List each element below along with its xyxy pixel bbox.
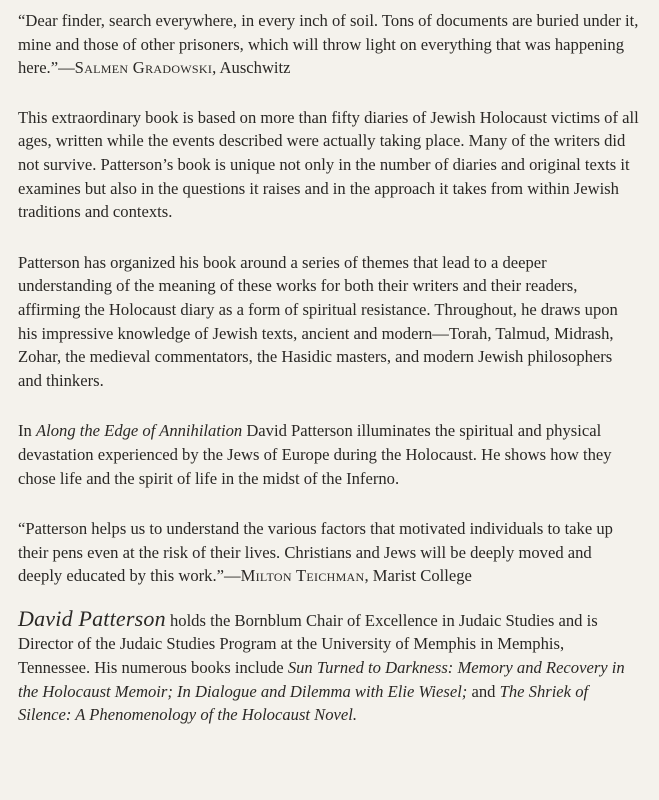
blurb-affiliation: , Marist College (364, 566, 472, 586)
para3-rest: David Patterson illuminates the spiritual and physical devastation experienced by the Jews of Europe during the Holocaust. He shows how they chose life and the spirit of life in the midst of the Inferno. (18, 421, 612, 488)
bio-books-2: The Shriek of Silence: A Phenomenology of the Holocaust Novel. (18, 681, 589, 725)
book-title: Along the Edge of Annihilation (35, 421, 243, 441)
blurb-author: Milton Teichman (240, 566, 365, 586)
bio-books-1: Sun Turned to Darkness: Memory and Recovery in the Holocaust Memoir; In Dialogue and Dilemma with Elie Wiesel; (18, 658, 625, 701)
epigraph-dash: — (58, 58, 75, 78)
blurb (18, 517, 639, 588)
epigraph-place: , Auschwitz (212, 58, 291, 78)
author-name: David Patterson (18, 605, 166, 631)
author-bio (18, 607, 639, 727)
description-paragraph-1: This extraordinary book is based on more than fifty diaries of Jewish Holocaust victims of all ages, written while the events described were actually taking place. Many of the writers did not survive. Patterson’s book is unique not only in the number of diaries and original texts it examines but also in the questions it raises and in the approach it takes from within Jewish traditions and contexts. (18, 107, 639, 222)
epigraph-quote: “Dear finder, search everywhere, in every inch of soil. Tons of documents are buried under it, mine and those of other prisoners, which will throw light on everything that was happening here.” (18, 11, 639, 78)
bio-text-2: and (467, 681, 500, 701)
description-paragraph-3 (18, 419, 639, 490)
blurb-dash: — (223, 566, 241, 586)
epigraph-author: Salmen Gradowski (74, 58, 213, 78)
bio-text-1: holds the Bornblum Chair of Excellence in Judaic Studies and is Director of the Judaic Studies Program at the University of Memphis in Memphis, Tennessee. His numerous books include (18, 610, 598, 678)
description-paragraph-2: Patterson has organized his book around a series of themes that lead to a deeper understanding of the meaning of these works for both their writers and their readers, affirming the Holocaust diary as a form of spiritual resistance. Throughout, he draws upon his impressive knowledge of Jewish texts, ancient and modern—Torah, Talmud, Midrash, Zohar, the medieval commentators, the Hasidic masters, and modern Jewish philosophers and thinkers. (18, 252, 618, 390)
blurb-quote: “Patterson helps us to understand the various factors that motivated individuals to take up their pens even at the risk of their lives. Christians and Jews will be deeply moved and deeply educated by this work.” (18, 519, 613, 586)
epigraph (18, 9, 639, 80)
para3-prefix: In (18, 421, 36, 441)
